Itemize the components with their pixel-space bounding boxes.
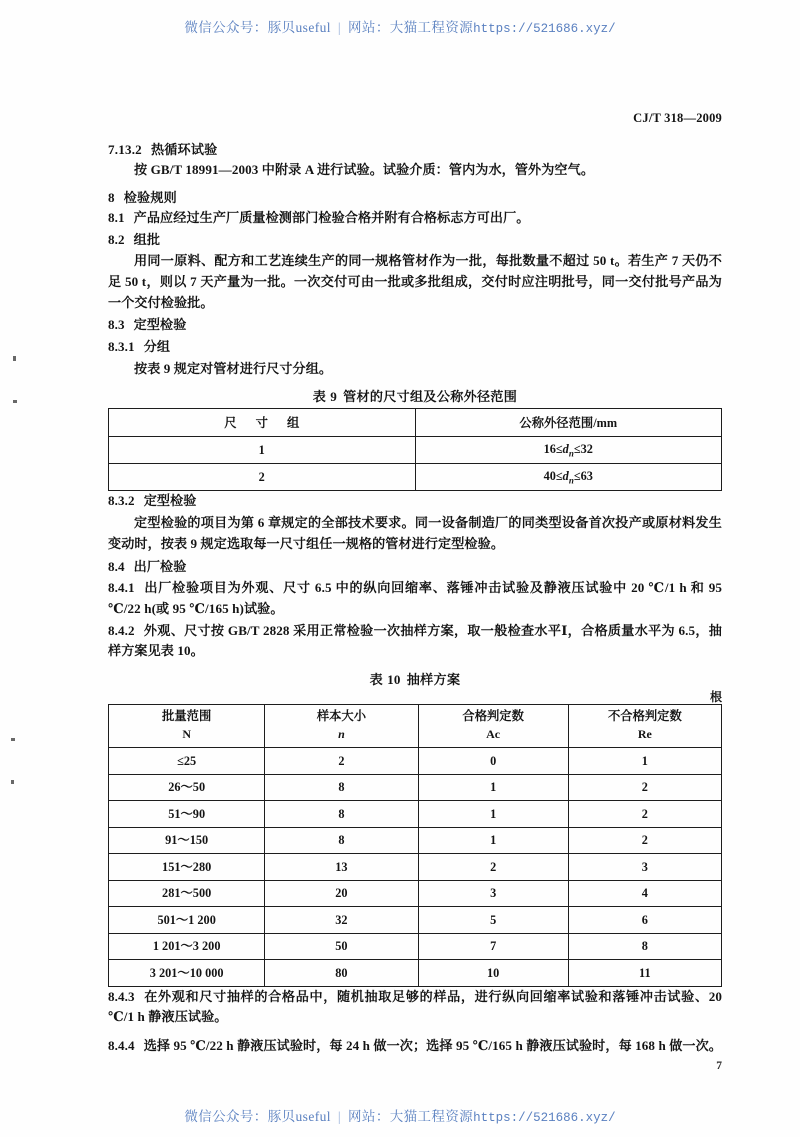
cell-batch-range: 51～90 <box>109 801 265 828</box>
range-suffix: ≤32 <box>573 441 593 456</box>
paragraph-8-3-2: 定型检验的项目为第 6 章规定的全部技术要求。同一设备制造厂的同类型设备首次投产或原材料发生变动时，按表 9 规定选取每一尺寸组任一规格的管材进行定型检验。 <box>108 515 722 551</box>
table-9-cell-range <box>415 437 722 464</box>
cell-reject-number: 3 <box>568 854 721 881</box>
watermark-site-name: 大猫工程资源 <box>389 20 474 35</box>
range-suffix: ≤63 <box>573 468 593 483</box>
cell-batch-range: 151～280 <box>109 854 265 881</box>
cell-accept-number: 7 <box>418 933 568 960</box>
table-header-row <box>109 409 722 437</box>
table-row <box>109 437 722 464</box>
cell-batch-range: 91～150 <box>109 827 265 854</box>
table-9-cell-group: 1 <box>109 437 416 464</box>
cell-sample-size: 13 <box>265 854 418 881</box>
watermark-account: 豚贝useful <box>267 20 331 35</box>
range-symbol: d <box>562 468 569 483</box>
cell-accept-number: 0 <box>418 748 568 775</box>
table-caption-title: 抽样方案 <box>406 671 461 687</box>
header-symbol: Re <box>637 727 652 742</box>
clause-8-4-3 <box>108 987 722 1028</box>
cell-accept-number: 5 <box>418 907 568 934</box>
table-10-header-sample-size <box>265 705 418 748</box>
table-caption-number: 10 <box>387 671 401 687</box>
clause-number: 8.4.1 <box>108 580 135 596</box>
cell-accept-number: 1 <box>418 827 568 854</box>
document-body <box>108 133 722 1058</box>
clause-number: 8.3.2 <box>108 493 135 509</box>
cell-batch-range: 1 201～3 200 <box>109 933 265 960</box>
range-prefix: 40≤ <box>543 468 563 483</box>
header-text: 尺 寸 组 <box>224 415 308 430</box>
table-9-caption <box>108 390 722 403</box>
watermark-prefix: 微信公众号： <box>184 20 268 35</box>
table-10-unit: 根 <box>709 690 722 705</box>
table-row <box>109 880 722 907</box>
paragraph-8-2: 用同一原料、配方和工艺连续生产的同一规格管材作为一批，每批数量不超过 50 t。若生产 7 天仍不足 50 t，则以 7 天产量为一批。一次交付可由一批或多批组成，交付时应注明批号，同一交付批号产品为一个交付检验批。 <box>108 253 722 310</box>
heading-7-13-2 <box>108 143 722 156</box>
range-subscript: n <box>568 448 574 459</box>
clause-text: 出厂检验项目为外观、尺寸 6.5 中的纵向回缩率、落锤冲击试验及静液压试验中 20 ℃/1 h 和 95 ℃/22 h(或 95 ℃/165 h)试验。 <box>108 580 722 616</box>
clause-text: 分组 <box>143 339 171 354</box>
scan-speck <box>13 356 16 361</box>
clause-number: 8.3 <box>108 317 125 333</box>
header-text: 批量范围 <box>162 709 212 724</box>
clause-number: 8.4 <box>108 558 125 574</box>
watermark-site-name: 大猫工程资源 <box>389 1109 474 1124</box>
heading-title: 热循环试验 <box>150 142 218 157</box>
paragraph-8-3-1: 按表 9 规定对管材进行尺寸分组。 <box>134 360 333 376</box>
watermark-site-label: 网站： <box>348 1109 390 1124</box>
range-symbol: d <box>562 441 569 456</box>
cell-batch-range: 501～1 200 <box>109 907 265 934</box>
clause-8-3-1 <box>108 337 722 358</box>
cell-accept-number: 2 <box>418 854 568 881</box>
clause-text: 产品应经过生产厂质量检测部门检验合格并附有合格标志方可出厂。 <box>133 209 530 225</box>
table-row <box>109 933 722 960</box>
cell-reject-number: 11 <box>568 960 721 987</box>
table-caption-label: 表 <box>369 671 384 687</box>
header-symbol: Ac <box>486 727 501 742</box>
clause-number: 8.1 <box>108 209 125 225</box>
table-row <box>109 827 722 854</box>
clause-number: 8.4.3 <box>108 988 135 1004</box>
header-symbol: n <box>338 727 345 742</box>
table-10-caption <box>108 673 722 686</box>
cell-sample-size: 2 <box>265 748 418 775</box>
cell-accept-number: 1 <box>418 801 568 828</box>
range-prefix: 16≤ <box>543 441 563 456</box>
cell-sample-size: 50 <box>265 933 418 960</box>
table-row <box>109 960 722 987</box>
table-row <box>109 854 722 881</box>
watermark-prefix: 微信公众号： <box>184 1109 268 1124</box>
table-9-cell-range <box>415 464 722 491</box>
header-symbol: N <box>182 727 191 742</box>
heading-8 <box>108 191 722 204</box>
clause-8-3-2 <box>108 491 722 512</box>
clause-text: 定型检验 <box>143 493 197 509</box>
watermark-separator: | <box>337 1109 342 1124</box>
table-9 <box>108 408 722 491</box>
table-10-header-batch-range <box>109 705 265 748</box>
clause-8-4 <box>108 557 722 578</box>
cell-reject-number: 2 <box>568 774 721 801</box>
clause-text: 组批 <box>133 231 161 247</box>
paragraph-7-13-2: 按 GB/T 18991—2003 中附录 A 进行试验。试验介质：管内为水，管外为空气。 <box>134 162 595 178</box>
heading-number: 7.13.2 <box>108 142 142 157</box>
watermark-separator: | <box>337 20 342 35</box>
clause-8-4-2 <box>108 621 722 662</box>
cell-sample-size: 20 <box>265 880 418 907</box>
clause-8-3 <box>108 315 722 336</box>
header-text: 不合格判定数 <box>607 709 682 724</box>
table-header-row <box>109 705 722 748</box>
cell-sample-size: 8 <box>265 827 418 854</box>
table-caption-number: 9 <box>330 389 338 405</box>
clause-8-4-4 <box>108 1036 722 1057</box>
table-10-header-reject-number <box>568 705 721 748</box>
cell-sample-size: 8 <box>265 801 418 828</box>
scan-speck <box>13 400 17 403</box>
heading-number: 8 <box>108 189 115 205</box>
header-text: 样本大小 <box>316 709 367 724</box>
watermark-account: 豚贝useful <box>267 1109 331 1124</box>
table-9-cell-group: 2 <box>109 464 416 491</box>
watermark-url: https://521686.xyz/ <box>473 1111 616 1125</box>
cell-sample-size: 8 <box>265 774 418 801</box>
cell-batch-range: 281～500 <box>109 880 265 907</box>
header-text: 合格判定数 <box>462 709 524 724</box>
scan-speck <box>11 738 15 741</box>
clause-8-4-1 <box>108 578 722 619</box>
clause-number: 8.2 <box>108 231 125 247</box>
cell-batch-range: 3 201～10 000 <box>109 960 265 987</box>
watermark-url: https://521686.xyz/ <box>473 22 616 36</box>
clause-number: 8.4.4 <box>108 1037 135 1053</box>
cell-reject-number: 2 <box>568 801 721 828</box>
cell-reject-number: 1 <box>568 748 721 775</box>
clause-text: 定型检验 <box>133 317 187 333</box>
clause-text: 选择 95 ℃/22 h 静液压试验时，每 24 h 做一次；选择 95 ℃/165 h 静液压试验时，每 168 h 做一次。 <box>143 1037 722 1053</box>
cell-reject-number: 4 <box>568 880 721 907</box>
table-row <box>109 801 722 828</box>
table-9-wrapper <box>108 408 722 491</box>
clause-8-1 <box>108 208 722 229</box>
table-row <box>109 907 722 934</box>
standard-number-header: CJ/T 318—2009 <box>633 111 722 125</box>
cell-reject-number: 6 <box>568 907 721 934</box>
cell-batch-range: ≤25 <box>109 748 265 775</box>
table-caption-label: 表 <box>312 389 327 405</box>
clause-text: 在外观和尺寸抽样的合格品中，随机抽取足够的样品，进行纵向回缩率试验和落锤冲击试验、20 ℃/1 h 静液压试验。 <box>108 988 722 1025</box>
watermark-bottom <box>0 1105 800 1125</box>
cell-sample-size: 32 <box>265 907 418 934</box>
table-10 <box>108 704 722 987</box>
cell-reject-number: 8 <box>568 933 721 960</box>
clause-text: 外观、尺寸按 GB/T 2828 采用正常检验一次抽样方案，取一般检查水平Ⅰ，合格质量水平为 6.5，抽样方案见表 10。 <box>108 622 722 659</box>
table-10-header-accept-number <box>418 705 568 748</box>
cell-batch-range: 26～50 <box>109 774 265 801</box>
clause-number: 8.3.1 <box>108 339 135 354</box>
table-9-header-size-group <box>109 409 416 437</box>
watermark-site-label: 网站： <box>348 20 390 35</box>
table-9-header-od-range: 公称外径范围/mm <box>415 409 722 437</box>
cell-accept-number: 10 <box>418 960 568 987</box>
clause-text: 出厂检验 <box>133 558 187 574</box>
cell-accept-number: 1 <box>418 774 568 801</box>
table-caption-title: 管材的尺寸组及公称外径范围 <box>343 389 518 405</box>
table-row <box>109 748 722 775</box>
scan-speck <box>11 780 14 784</box>
cell-reject-number: 2 <box>568 827 721 854</box>
watermark-top <box>0 16 800 36</box>
range-subscript: n <box>568 475 574 486</box>
table-row <box>109 464 722 491</box>
cell-sample-size: 80 <box>265 960 418 987</box>
cell-accept-number: 3 <box>418 880 568 907</box>
page-number: 7 <box>716 1060 722 1072</box>
clause-number: 8.4.2 <box>108 622 135 638</box>
table-10-wrapper <box>108 704 722 987</box>
table-row <box>109 774 722 801</box>
heading-title: 检验规则 <box>123 189 177 205</box>
clause-8-2 <box>108 230 722 251</box>
